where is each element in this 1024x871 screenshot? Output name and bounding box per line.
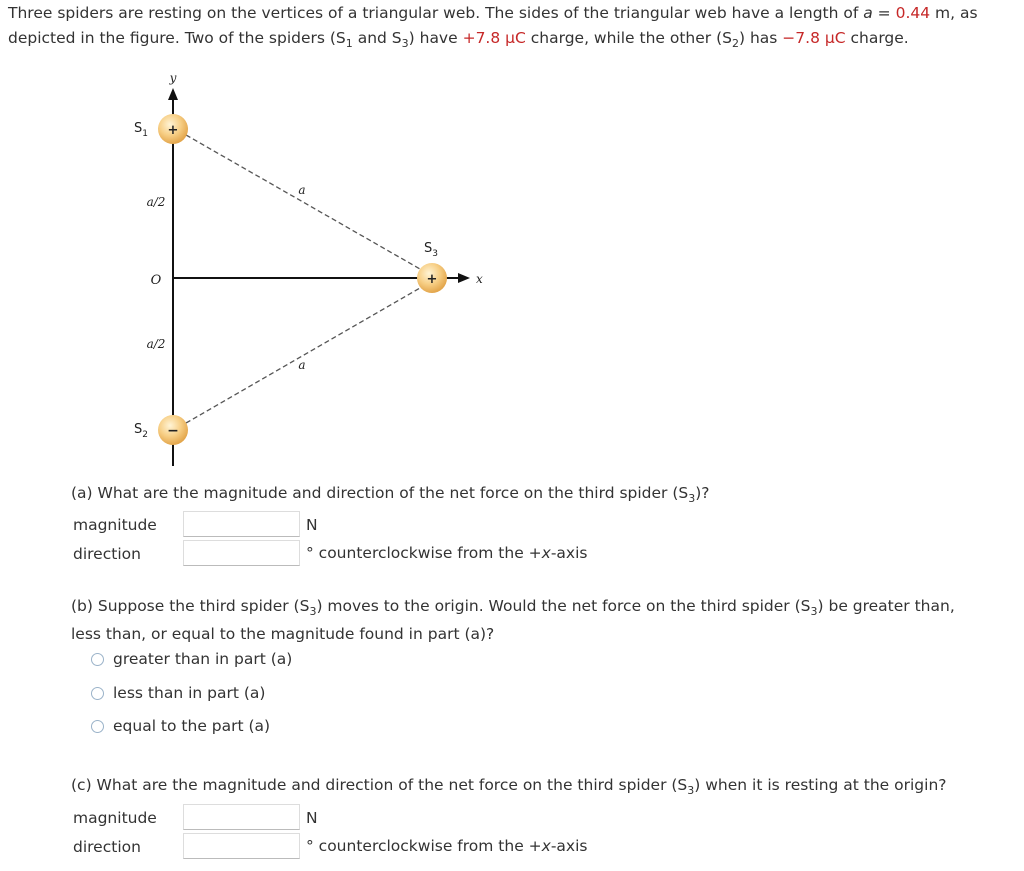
x-axis-arrow [458,273,470,283]
y-axis-label: y [169,71,177,85]
part-b-question: (b) Suppose the third spider $(S_3)$ moves to the origin. Would the net force on the third spider $(S_3)$ be greater than, less than, or equal to the magnitude found in part (a)? [71,597,955,643]
side-length-value: 0.44 [895,4,931,22]
s3-charge-sign: + [426,272,438,287]
radio-greater[interactable] [91,653,104,666]
part-a-magnitude-unit: N [306,516,318,534]
x-axis-label: x [476,272,483,286]
s2-charge-sign: − [167,423,179,439]
option-less[interactable]: less than in part (a) [91,684,265,702]
part-c-question: (c) What are the magnitude and direction of the net force on the third spider $(S_3)$ when it is resting at the origin? [71,776,947,797]
part-a-question: (a) What are the magnitude and direction of the net force on the third spider $(S_3)$? [71,484,710,505]
s3-label: $S_3$ [424,241,438,259]
problem-line-2: depicted in the figure. Two of the spiders ($S_1$ and $S_3$) have +7.8 μC charge, while the other $(S_2)$ has −7.8 μC charge. [8,29,909,50]
part-a-magnitude-label: magnitude [73,516,157,534]
part-a-direction-input[interactable] [183,540,300,566]
part-c-magnitude-input[interactable] [183,804,300,830]
positive-charge-value: +7.8 μC [462,29,526,47]
web-side-top [186,135,420,269]
s1-charge-sign: + [167,123,179,138]
part-a-direction-label: direction [73,545,141,563]
origin-label: O [150,273,162,288]
radio-less[interactable] [91,687,104,700]
half-side-top-label: a/2 [146,195,166,209]
side-top-label: a [298,183,306,197]
part-c-direction-label: direction [73,838,141,856]
option-greater[interactable]: greater than in part (a) [91,650,292,668]
negative-charge-value: −7.8 μC [782,29,846,47]
side-bottom-label: a [298,358,306,372]
s1-label: $S_1$ [134,121,148,139]
web-side-bottom [186,288,420,423]
option-equal[interactable]: equal to the part (a) [91,717,270,735]
radio-equal[interactable] [91,720,104,733]
part-c-magnitude-label: magnitude [73,809,157,827]
s2-label: $S_2$ [134,422,148,440]
spider-web-figure [0,0,520,475]
part-c-direction-unit: ° counterclockwise from the +x-axis [306,837,588,855]
part-c-direction-input[interactable] [183,833,300,859]
part-c-magnitude-unit: N [306,809,318,827]
y-axis-arrow [168,88,178,100]
part-a-magnitude-input[interactable] [183,511,300,537]
problem-line-1: Three spiders are resting on the vertices of a triangular web. The sides of the triangular web have a length of a = 0.44 m, as [8,4,978,22]
half-side-bottom-label: a/2 [146,337,166,351]
part-a-direction-unit: ° counterclockwise from the +x-axis [306,544,588,562]
